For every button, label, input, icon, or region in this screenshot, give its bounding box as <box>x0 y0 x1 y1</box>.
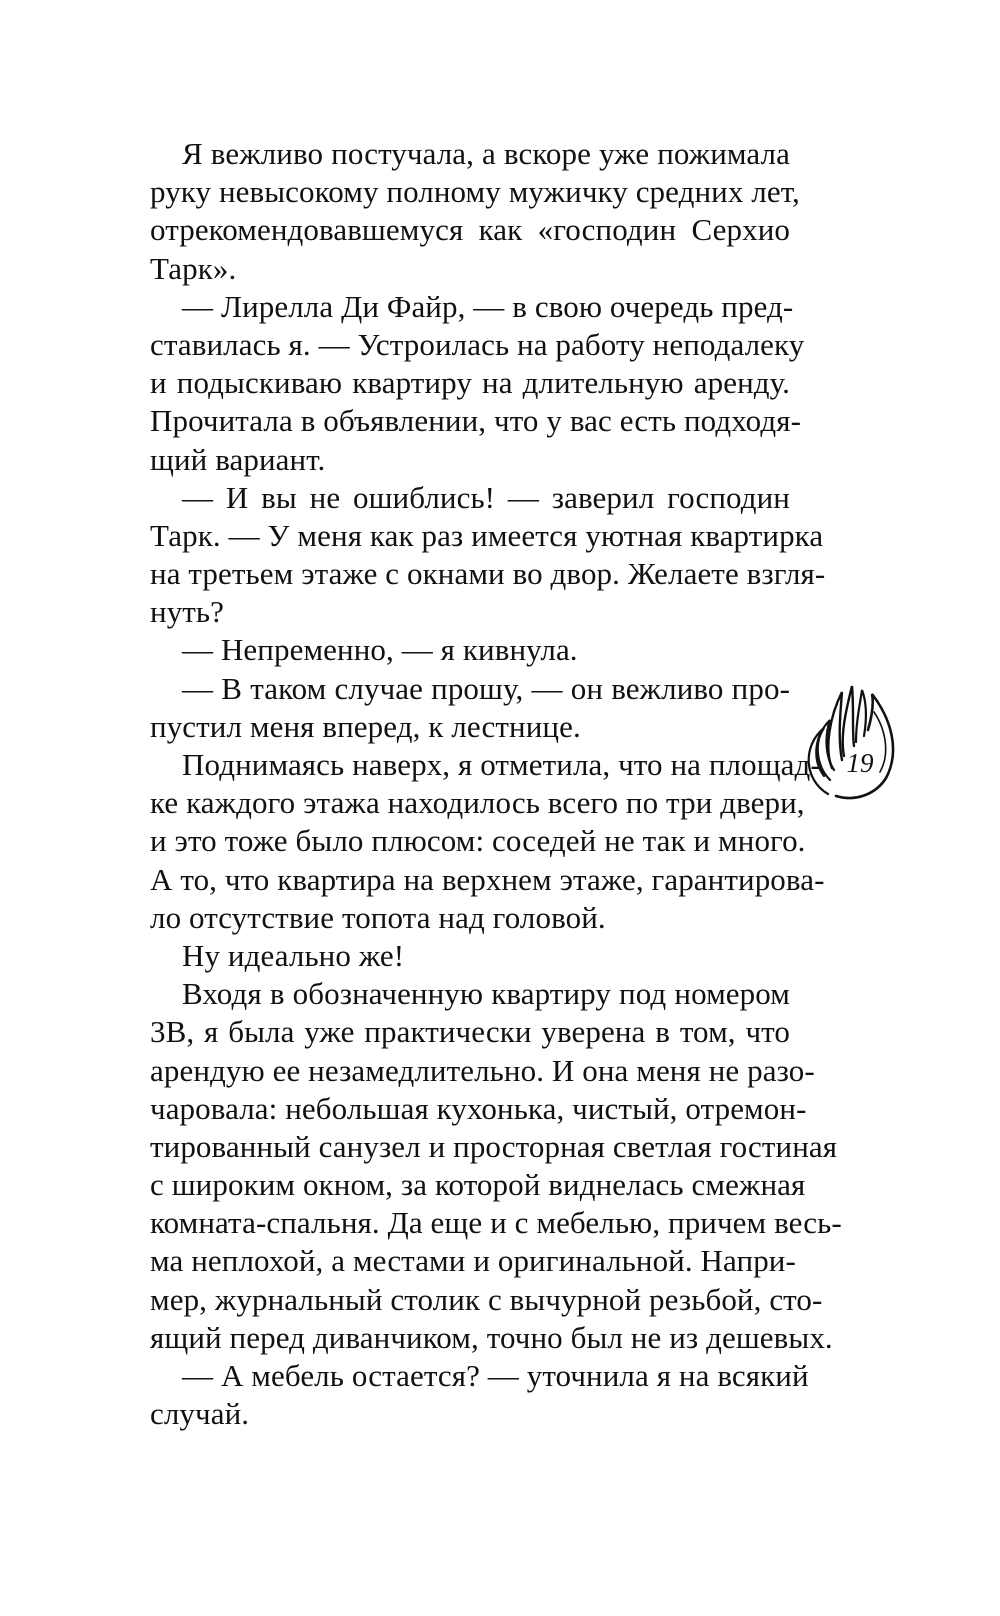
text-line: Ну идеально же! <box>182 937 405 973</box>
text-line: ставилась я. — Устроилась на работу неподалеку <box>150 326 805 362</box>
text-line: щий вариант. <box>150 441 326 477</box>
text-line: и это тоже было плюсом: соседей не так и много. <box>150 823 806 859</box>
text-line: Входя в обозначенную квартиру под номером <box>182 976 790 1012</box>
text-line: Я вежливо постучала, а вскоре уже пожимала <box>182 136 790 171</box>
text-line: А то, что квартира на верхнем этаже, гарантирова- <box>150 861 825 897</box>
text-line: с широким окном, за которой виднелась смежная <box>150 1167 806 1203</box>
text-line: Прочитала в объявлении, что у вас есть подходя- <box>150 403 802 439</box>
text-line: мер, журнальный столик с вычурной резьбой, сто- <box>150 1281 823 1317</box>
text-line: арендую ее незамедлительно. И она меня не разо- <box>150 1052 815 1088</box>
text-line: на третьем этаже с окнами во двор. Желаете взгля- <box>150 556 826 592</box>
text-line: 3В, я была уже практически уверена в том, что <box>150 1014 790 1050</box>
text-line: — Непременно, — я кивнула. <box>182 632 578 668</box>
text-line: чаровала: небольшая кухонька, чистый, отремон- <box>150 1090 807 1126</box>
text-line: нуть? <box>150 594 225 630</box>
flame-ornament-icon <box>800 676 900 806</box>
text-line: — И вы не ошиблись! — заверил господин <box>182 479 790 515</box>
text-line: и подыскиваю квартиру на длительную аренду. <box>150 365 790 401</box>
text-line: ящий перед диванчиком, точно был не из дешевых. <box>150 1319 833 1355</box>
page-folio <box>800 676 900 806</box>
text-line: отрекомендовавшемуся как «господин Серхио <box>150 212 790 248</box>
page-number: 19 <box>846 748 874 778</box>
text-line: — А мебель остается? — уточнила я на всякий <box>182 1358 809 1393</box>
text-line: — В таком случае прошу, — он вежливо про- <box>182 670 790 706</box>
text-line: руку невысокому полному мужичку средних лет, <box>150 174 800 210</box>
text-line: ма неплохой, а местами и оригинальной. Напри- <box>150 1243 796 1279</box>
text-line: тированный санузел и просторная светлая гостиная <box>150 1128 838 1164</box>
page-body-text <box>150 135 842 1433</box>
text-line: случай. <box>150 1396 250 1432</box>
text-line: ке каждого этажа находилось всего по три двери, <box>150 785 805 821</box>
text-line: Поднимаясь наверх, я отметила, что на площад- <box>182 747 821 782</box>
text-line: ло отсутствие топота над головой. <box>150 899 606 935</box>
text-line: Тарк». <box>150 250 237 286</box>
text-line: пустил меня вперед, к лестнице. <box>150 708 581 744</box>
text-line: — Лирелла Ди Файр, — в свою очередь пред- <box>182 288 794 324</box>
text-line: комната-спальня. Да еще и с мебелью, причем весь- <box>150 1205 842 1241</box>
text-line: Тарк. — У меня как раз имеется уютная квартирка <box>150 517 824 553</box>
